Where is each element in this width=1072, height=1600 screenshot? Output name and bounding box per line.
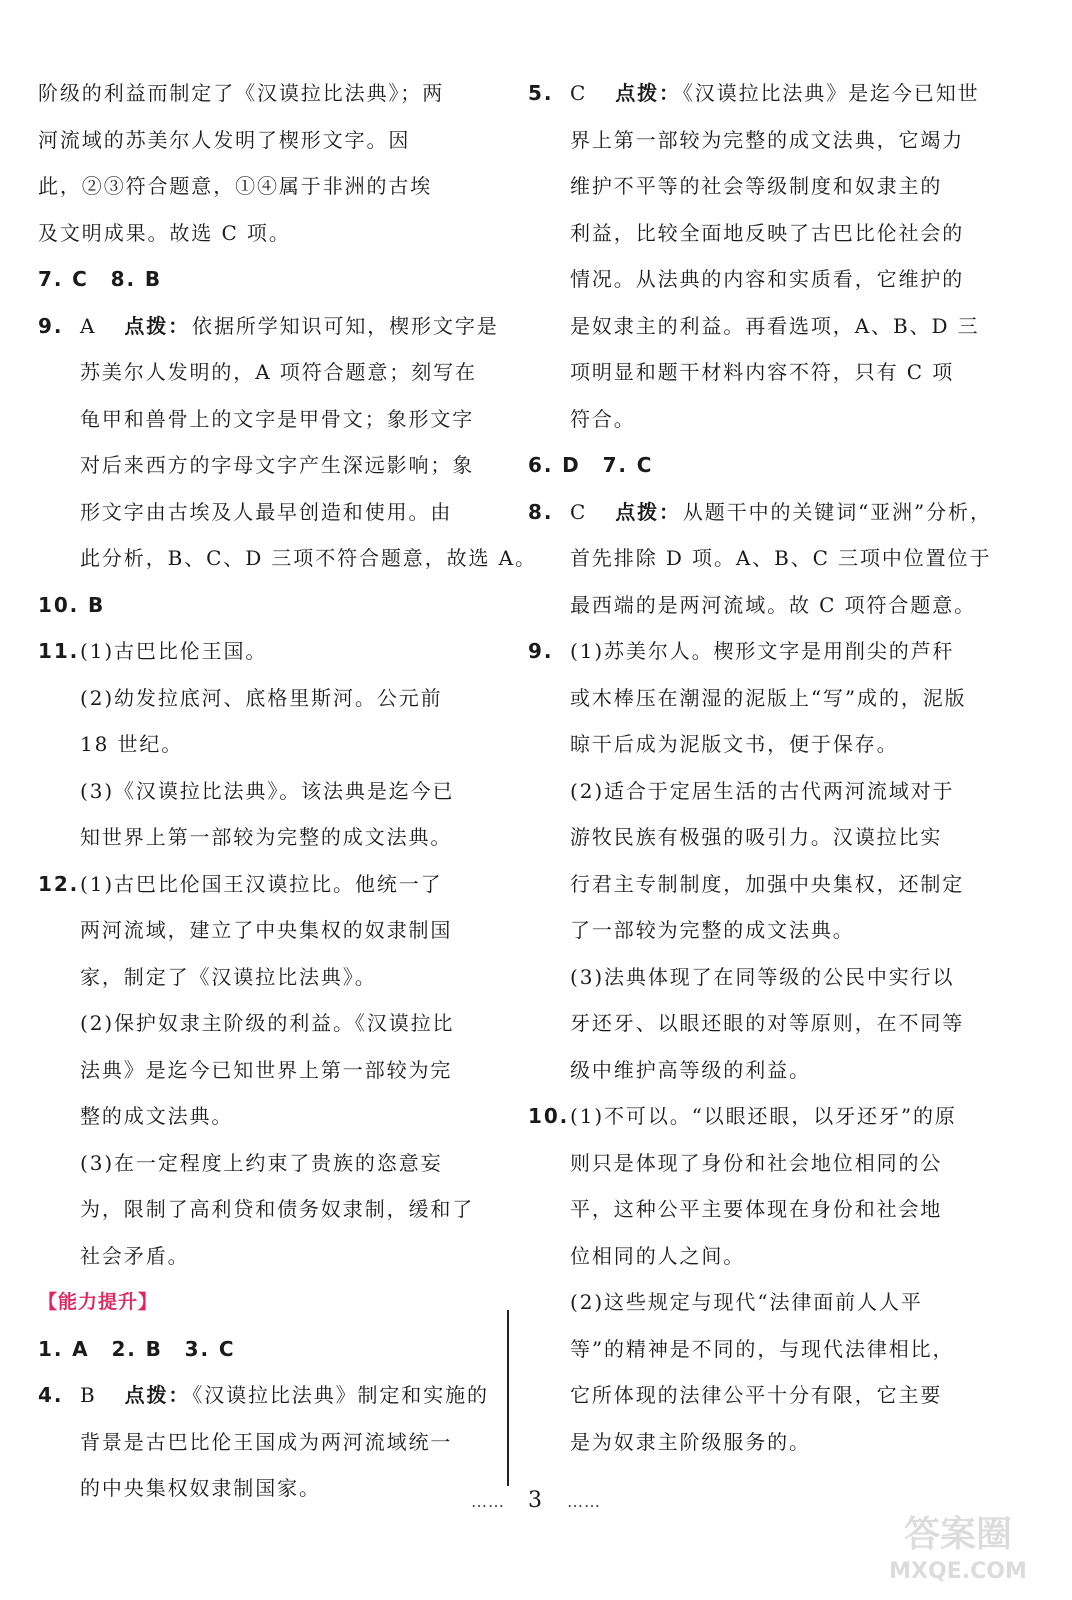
answers-1-3 (38, 1326, 490, 1373)
text-line: (1)古巴比伦国王汉谟拉比。他统一了 (80, 871, 443, 896)
text-line: 苏美尔人发明的，A 项符合题意；刻写在 (80, 360, 477, 384)
watermark-icon (878, 1504, 1038, 1584)
text-line: 级中维护高等级的利益。 (570, 1057, 811, 1082)
text-line: 是奴隶主的利益。再看选项，A、B、D 三 (570, 313, 980, 338)
text-line: (3)《汉谟拉比法典》。该法典是迄今已 (80, 778, 455, 803)
text-line: 情况。从法典的内容和实质看，它维护的 (570, 267, 965, 291)
text-line: 维护不平等的社会等级制度和奴隶主的 (570, 174, 943, 198)
text-line: 了一部较为完整的成文法典。 (570, 918, 855, 942)
text-line: 则只是体现了身份和社会地位相同的公 (570, 1150, 943, 1175)
text-line: 形文字由古埃及人最早创造和使用。由 (80, 499, 453, 524)
question-11 (38, 628, 490, 861)
question-number: 5. (528, 81, 554, 105)
text-line: 行君主专制制度，加强中央集权，还制定 (570, 871, 965, 896)
right-column (528, 70, 992, 1465)
left-column (38, 70, 537, 1512)
column-divider (507, 1310, 509, 1486)
answer-line: 6. D 7. C (528, 453, 654, 477)
text-line: 界上第一部较为完整的成文法典，它竭力 (570, 127, 965, 152)
text-line: 整的成文法典。 (80, 1104, 234, 1128)
answer-line: 1. A 2. B 3. C (38, 1336, 236, 1361)
question-number: 8. (528, 499, 554, 524)
text-line: 两河流域，建立了中央集权的奴隶制国 (80, 918, 453, 942)
text-line (528, 489, 992, 536)
text-line: (3)在一定程度上约束了贵族的恣意妄 (80, 1150, 443, 1175)
answer-line: 7. C 8. B (38, 267, 162, 291)
text-line (528, 70, 980, 117)
text-line: (2)保护奴隶主阶级的利益。《汉谟拉比 (80, 1011, 455, 1035)
answer-line: 10. B (38, 592, 106, 617)
answer-letter: C (570, 499, 588, 524)
text-line: (1)不可以。“以眼还眼，以牙还牙”的原 (570, 1104, 957, 1128)
tip-label: 点拨： (615, 81, 681, 105)
text-line: 首先排除 D 项。A、B、C 三项中位置位于 (570, 546, 992, 570)
question-9 (38, 303, 537, 582)
section-heading: 【能力提升】 (38, 1291, 159, 1313)
question-number: 10. (528, 1104, 570, 1128)
text-line: 龟甲和兽骨上的文字是甲骨文；象形文字 (80, 406, 475, 431)
answers-6-7 (528, 442, 976, 489)
text-line: (1)苏美尔人。楔形文字是用削尖的芦秆 (570, 639, 955, 663)
question-10-right (528, 1093, 976, 1465)
text-line: 河流域的苏美尔人发明了楔形文字。因 (38, 127, 411, 152)
text-line (38, 1372, 490, 1419)
answer-letter: B (80, 1383, 97, 1407)
text-line: (2)适合于定居生活的古代两河流域对于 (570, 778, 955, 803)
answer-10 (38, 582, 490, 629)
text-line: 项明显和题干材料内容不符，只有 C 项 (570, 360, 955, 384)
text-line: 为，限制了高利贷和债务奴隶制，缓和了 (80, 1197, 475, 1221)
question-12 (38, 861, 490, 1280)
footer-dots-right: …… (567, 1492, 601, 1511)
tip-label: 点拨： (615, 499, 681, 524)
text-line: (2)这些规定与现代“法律面前人人平 (570, 1290, 923, 1314)
text-line: 背景是古巴比伦王国成为两河流域统一 (80, 1429, 453, 1454)
tip-label: 点拨： (124, 1383, 191, 1407)
text-line: 社会矛盾。 (80, 1243, 190, 1268)
question-number (38, 303, 63, 350)
text-line: 的中央集权奴隶制国家。 (80, 1476, 321, 1500)
text-line: (3)法典体现了在同等级的公民中实行以 (570, 964, 955, 989)
question-number: 4. (38, 1383, 64, 1407)
text-line: 此分析，B、C、D 三项不符合题意，故选 A。 (80, 546, 537, 570)
number-label: 9. (38, 313, 64, 338)
page-number: 3 (528, 1488, 544, 1513)
question-5 (528, 70, 980, 442)
question-9-right (528, 628, 976, 1093)
watermark-text: 答案圈 (903, 1514, 1013, 1555)
text-line: (2)幼发拉底河、底格里斯河。公元前 (80, 685, 443, 710)
line-text: 从题干中的关键词“亚洲”分析， (682, 499, 992, 524)
text-line: 平，这种公平主要体现在身份和社会地 (570, 1197, 943, 1221)
text-line: 家，制定了《汉谟拉比法典》。 (80, 964, 377, 989)
text-line: 法典》是迄今已知世界上第一部较为完 (80, 1057, 453, 1082)
line-text: 依据所学知识可知，楔形文字是 (192, 313, 499, 338)
text-line: 对后来西方的字母文字产生深远影响；象 (80, 453, 475, 477)
q6-continuation (38, 70, 490, 256)
answer-letter: A (80, 313, 97, 338)
watermark-url: MXQE.COM (889, 1559, 1027, 1584)
text-line: 牙还牙、以眼还眼的对等原则，在不同等 (570, 1011, 965, 1035)
answer-letter: C (570, 81, 588, 105)
text-line: 符合。 (570, 406, 636, 431)
text-line: 是为奴隶主阶级服务的。 (570, 1429, 811, 1454)
question-number: 11. (38, 639, 80, 663)
tip-label: 点拨： (124, 313, 191, 338)
text-line: 或木棒压在潮湿的泥版上“写”成的，泥版 (570, 685, 967, 710)
watermark-logo (878, 1504, 1038, 1584)
question-8 (528, 489, 992, 629)
text-line: (1)古巴比伦王国。 (80, 639, 268, 663)
text-line: 此，②③符合题意，①④属于非洲的古埃 (38, 174, 433, 198)
text-line: 位相同的人之间。 (570, 1243, 746, 1268)
text-line: 知世界上第一部较为完整的成文法典。 (80, 825, 453, 849)
text-line: 及文明成果。故选 C 项。 (38, 220, 291, 245)
text-line: 阶级的利益而制定了《汉谟拉比法典》；两 (38, 81, 445, 105)
text-line: 利益，比较全面地反映了古巴比伦社会的 (570, 220, 965, 245)
line-text: 《汉谟拉比法典》是迄今已知世 (682, 81, 980, 105)
answers-7-8 (38, 256, 490, 303)
text-line: 它所体现的法律公平十分有限，它主要 (570, 1383, 943, 1407)
text-line (38, 303, 499, 350)
text-line: 等”的精神是不同的，与现代法律相比， (570, 1336, 955, 1361)
question-number: 9. (528, 639, 554, 663)
text-line: 18 世纪。 (80, 732, 184, 756)
text-line: 游牧民族有极强的吸引力。汉谟拉比实 (570, 825, 943, 849)
question-number: 12. (38, 871, 80, 896)
text-line: 晾干后成为泥版文书，便于保存。 (570, 732, 899, 756)
line-text: 《汉谟拉比法典》制定和实施的 (192, 1383, 489, 1407)
footer-dots-left: …… (471, 1492, 505, 1511)
text-line: 最西端的是两河流域。故 C 项符合题意。 (570, 592, 977, 617)
